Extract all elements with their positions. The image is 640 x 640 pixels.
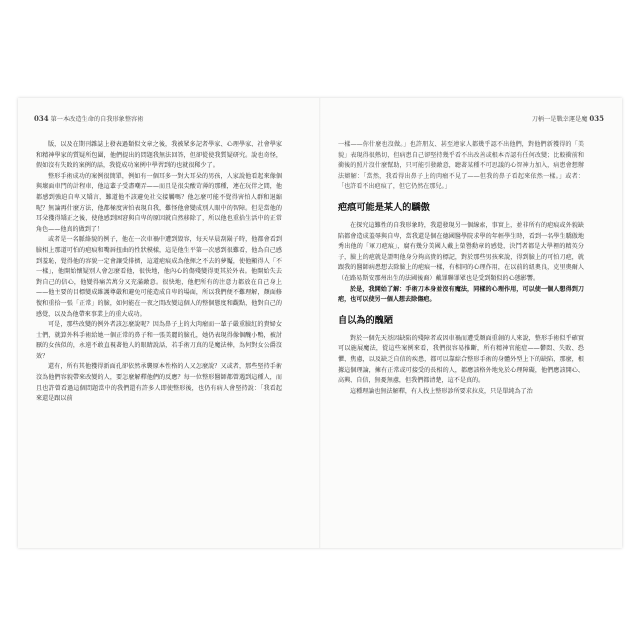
book-gutter: [319, 98, 321, 548]
left-paragraph: 或者是一名脈絡貌的例子，他在一次車禍中遭到毀容，每天早晨刮鬍子時，他都會看到臉相上那道可怕的疤痕和嘴唇扭曲的性狀模樣，這是他生平第一次感到很難看，他為自己感到羞恥，覺得他的容貌一定會讓受排擠，這道疤痕成為他揮之不去的夢魘，使他顯得人「不一樣」，他開始懷疑別人會怎麼看他，很快地，他內心的傷殘變得更其於外表。他開始失去對自己的信心，他變得痛苦萬分又充滿敵意。很快地，他把所有的注意力都放在自己身上——他主要的目標變成維護尊嚴和避免可能造成自卑的場面，所以我們便不難理解，顏面修復和重拾一張「正常」的臉，如何能在一夜之間改變這個人的整個態度和觀點，他對自己的感覺，以及為他帶來事業上的重大成功。: [36, 236, 282, 318]
right-paragraph: 對於一個先天基因缺陷的殘障者或因車禍而遭受顏面重創的人來說，整形手術似乎確實可以施展魔法，從這些案例來看，我們很容易推斷，所有精神官能症——鬱悶、失敗、恐懼、焦慮，以及缺乏自信的疾患，都可以靠綜合整形手術的身體外型上下的缺陷，那麼，根據這個理論，擁有正常或可接受的長相的人，都應該格外地免於心理障礙，他們應該開心、高興、自信，無憂無慮，但我們都清楚，這不是真的。: [338, 334, 584, 385]
right-paragraph-emphasis: 於是，我開始了解：手術刀本身並沒有魔法，同樣的心理作用，可以使一個人想得到刀疤，也可以使另一個人想去除傷疤。: [338, 285, 584, 304]
right-page-number: 035: [589, 114, 604, 123]
section-heading: 疤痕可能是某人的驕傲: [338, 201, 430, 213]
left-page-body: [36, 140, 282, 405]
right-running-head: [532, 114, 604, 123]
left-paragraph: 還有，所有其他獲得新面孔卻依然承襲原本性格的人又怎麼說？又或者，那些堅持手術沒為他們容貌帶來改變的人，要怎麼解釋他們的反應？每一位整形醫師都曾遇到這種人，而且也許曾看過這個問題當中的我們還有許多人即使整形後，也仍有病人會堅持說：「我看起來還是跟以前: [36, 363, 282, 403]
right-running-head-title: 刀柄一是戰幸運是魔: [531, 116, 588, 123]
left-running-head-title: 第一本改造生命的自我形象整容術: [50, 116, 144, 123]
left-paragraph: 可是，那些改變的例外者該怎麼說呢？因為鼻子上的大肉瘤而一輩子嚴重臉紅的貴婦女士們，就算外科手術給她一個正常的鼻子和一張美麗的臉孔，她仍表現得像個醜小鴨，被討厭的女孩似的，永遠不敢直視著他人的眼睛說話，若手術刀真的是魔法棒，為何對女公爵沒效？: [36, 321, 282, 360]
right-paragraph: 一樣——你什麼也沒做。」也許朋友、甚至連家人都幾乎認不出他們，對他們新獲得的「美貌」表現得很熱切，但病患自己卻堅持幾乎看不出改善或根本否認有任何改變；比較衝前和衝後的照片沒什麼幫助，只可能引發敵意，聽著某種不可思議的心智神力加入，病患會想辦法辯解：「當然，我看得出鼻子上的肉瘤不見了——但我的鼻子看起來依然一樣。」或者：「也許看不出疤痕了，但它仍然在那兒。」: [338, 141, 584, 191]
left-running-head: [34, 114, 143, 123]
right-paragraph: 在探究這難性的自我形象時，我還發現另一個線索，事實上，並非所有的疤痕或外貌缺陷都會造成羞辱與自卑，當我還是個在德國醫學院求學的年輕學生時，看到一名學生驕傲地秀出他的「軍刀疤痕」，腐有幾分美國人戴上榮譽勳章的感覺，決鬥者都是大學裡的精英分子，臉上的疤就是證明他身分夠高貴的標記，對於那些男孩來說，得到臉上的可怕刀疤，就跟我的醫師病患想去除臉上的疤痕一樣，有相同的心理作用，在以前的紐奧良，克里奧爾人（在路易斯安那州出生的法國後裔）戴罪聯罪眾也是受到類似的心態影響。: [338, 221, 584, 282]
right-paragraph: 這種理論也無法解釋，有人找上整形診所要求拉皮，只是單純為了治: [350, 387, 533, 395]
section-heading: 自以為的醜陋: [338, 314, 394, 326]
left-page-number: 034: [34, 114, 49, 123]
right-page-body: [338, 140, 584, 397]
left-paragraph: 整形手術成功的案例很簡單，例如有一個耳多一對大耳朵的男孩，人家說他看起來像個與壞面車門的計程車，他這輩子受盡嘲弄——而且是很尖酸苛薄的那種，連在玩伴之間，他都感到強迫自卑又矯言，難道他不該避免社交接觸嗎？他怎麼可能不覺得害怕人群和退縮呢？無論再什麼方法，他都極度害怕表現自我，難怪他會變成別人眼中的智障。但是當他的耳朵獲得矯正之後，使他感到困窘與自卑的原因就自然移除了，所以他也重拾生活中的正常角色——他真的做到了！: [36, 172, 282, 233]
left-paragraph: 版，以及在期刊雜誌上發表過類似文章之後，我被眾多記者學家、心理學家、社會學家和精神學家的質疑所包圍，他們提出的問題我無法回答，但卻從使我質疑研究。說也奇怪，假如沒有失敗的案例的話，我從成功案例中學習到的也就很稀少了。: [36, 141, 282, 170]
